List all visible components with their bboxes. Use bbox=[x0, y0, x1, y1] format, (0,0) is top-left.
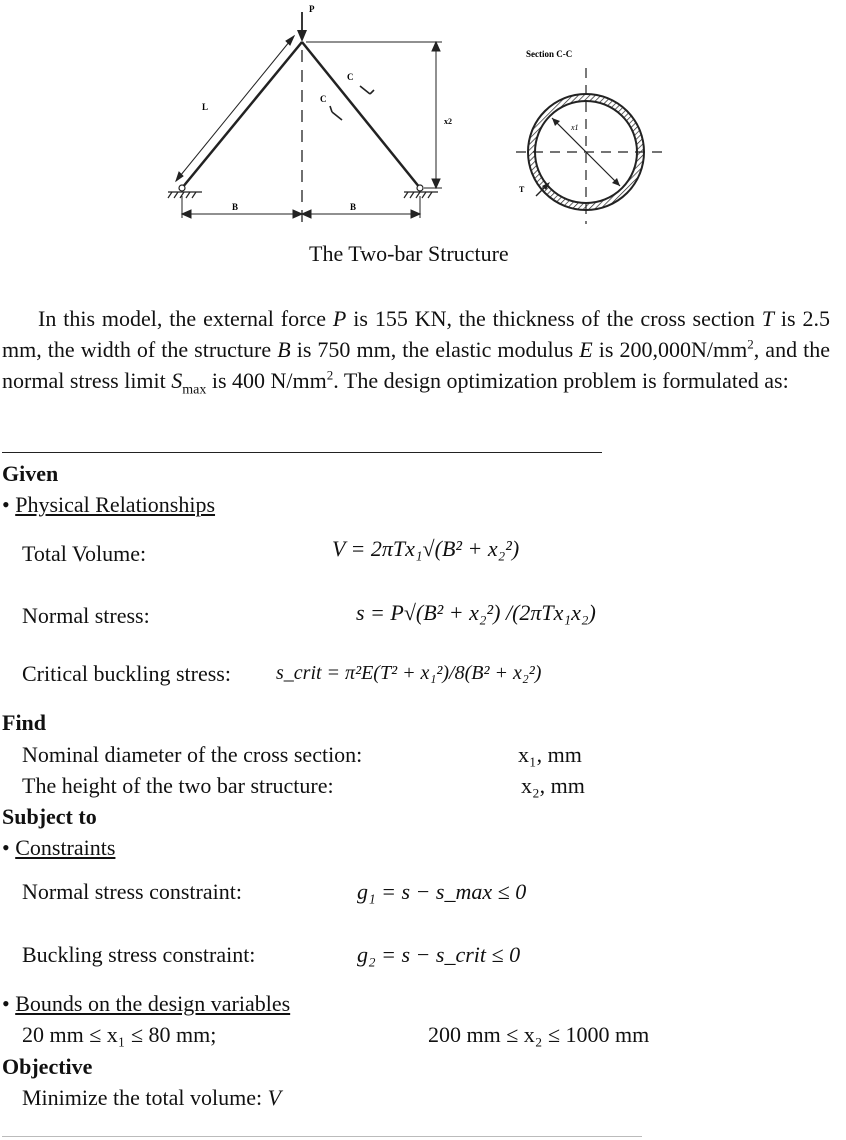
find-heading: Find bbox=[2, 710, 47, 735]
bounds-heading bbox=[2, 991, 290, 1017]
physical-relationships-label: Physical Relationships bbox=[15, 492, 216, 517]
constraints-label: Constraints bbox=[15, 835, 116, 860]
left-bar bbox=[182, 42, 302, 188]
given-heading: Given bbox=[2, 461, 59, 486]
bound-x2: 200 mm ≤ x₂ ≤ 1000 mm bbox=[428, 1022, 650, 1047]
objective-variable: V bbox=[267, 1085, 282, 1110]
left-support bbox=[168, 185, 202, 198]
find-height-value: x₂, mm bbox=[521, 773, 585, 798]
buckling-stress-constraint-label: Buckling stress constraint: bbox=[22, 942, 256, 967]
height-label: x2 bbox=[444, 117, 452, 126]
critical-buckling-formula: s_crit = π²E(T² + x₁²)/8(B² + x₂²) bbox=[276, 662, 542, 684]
section-mark-label-1: C bbox=[320, 94, 327, 104]
bottom-divider bbox=[2, 1136, 642, 1137]
physical-relationships-heading bbox=[2, 492, 215, 518]
section-mark-label-2: C bbox=[347, 72, 354, 82]
find-height-label: The height of the two bar structure: bbox=[22, 773, 334, 798]
width-label-left: B bbox=[232, 202, 239, 212]
force-arrow bbox=[297, 12, 307, 42]
figure-caption: The Two-bar Structure bbox=[309, 241, 509, 266]
bounds-label: Bounds on the design variables bbox=[15, 991, 291, 1016]
total-volume-label: Total Volume: bbox=[22, 541, 147, 566]
find-diameter-label: Nominal diameter of the cross section: bbox=[22, 742, 363, 767]
intro-paragraph: In this model, the external force P is 155 KN, the thickness of the cross section T is 2.5 mm, the width of the structure B is 750 mm, the elastic modulus E is $200,000N/mm^2$, and the normal stress limit $S_{max}$ is 400 $N/mm^2$. The design optimization problem is formulated as: bbox=[2, 306, 830, 398]
bound-x1: 20 mm ≤ x₁ ≤ 80 mm; bbox=[22, 1022, 217, 1047]
bullet: • bbox=[2, 492, 10, 517]
bullet: • bbox=[2, 991, 10, 1016]
find-diameter-value: x₁, mm bbox=[518, 742, 582, 767]
normal-stress-label: Normal stress: bbox=[22, 603, 150, 628]
width-dimension bbox=[182, 196, 420, 218]
normal-stress-formula: s = P√(B² + x₂²) /(2πTx₁x₂) bbox=[356, 600, 596, 625]
bullet: • bbox=[2, 835, 10, 860]
buckling-stress-constraint-formula: g₂ = s − s_crit ≤ 0 bbox=[357, 942, 521, 967]
right-bar bbox=[302, 42, 420, 188]
objective-label: Minimize the total volume: bbox=[22, 1085, 268, 1110]
critical-buckling-label: Critical buckling stress: bbox=[22, 661, 231, 686]
total-volume-formula: V = 2πTx₁√(B² + x₂²) bbox=[332, 536, 520, 561]
normal-stress-constraint-label: Normal stress constraint: bbox=[22, 879, 242, 904]
diameter-label: x1 bbox=[571, 123, 579, 132]
subject-to-heading: Subject to bbox=[2, 804, 97, 829]
objective-heading: Objective bbox=[2, 1054, 93, 1079]
normal-stress-constraint-formula: g₁ = s − s_max ≤ 0 bbox=[357, 879, 527, 904]
tube-cross-section bbox=[516, 68, 662, 224]
length-label: L bbox=[202, 102, 209, 112]
section-title: Section C-C bbox=[526, 49, 573, 59]
section-divider bbox=[2, 452, 602, 453]
height-dimension bbox=[306, 42, 442, 188]
constraints-heading bbox=[2, 835, 115, 861]
width-label-right: B bbox=[350, 202, 357, 212]
two-bar-structure-figure bbox=[0, 0, 846, 240]
thickness-label: T bbox=[519, 185, 525, 194]
right-support bbox=[404, 185, 438, 198]
force-label: P bbox=[309, 4, 315, 14]
objective-text bbox=[22, 1085, 281, 1111]
length-dimension bbox=[176, 36, 294, 181]
